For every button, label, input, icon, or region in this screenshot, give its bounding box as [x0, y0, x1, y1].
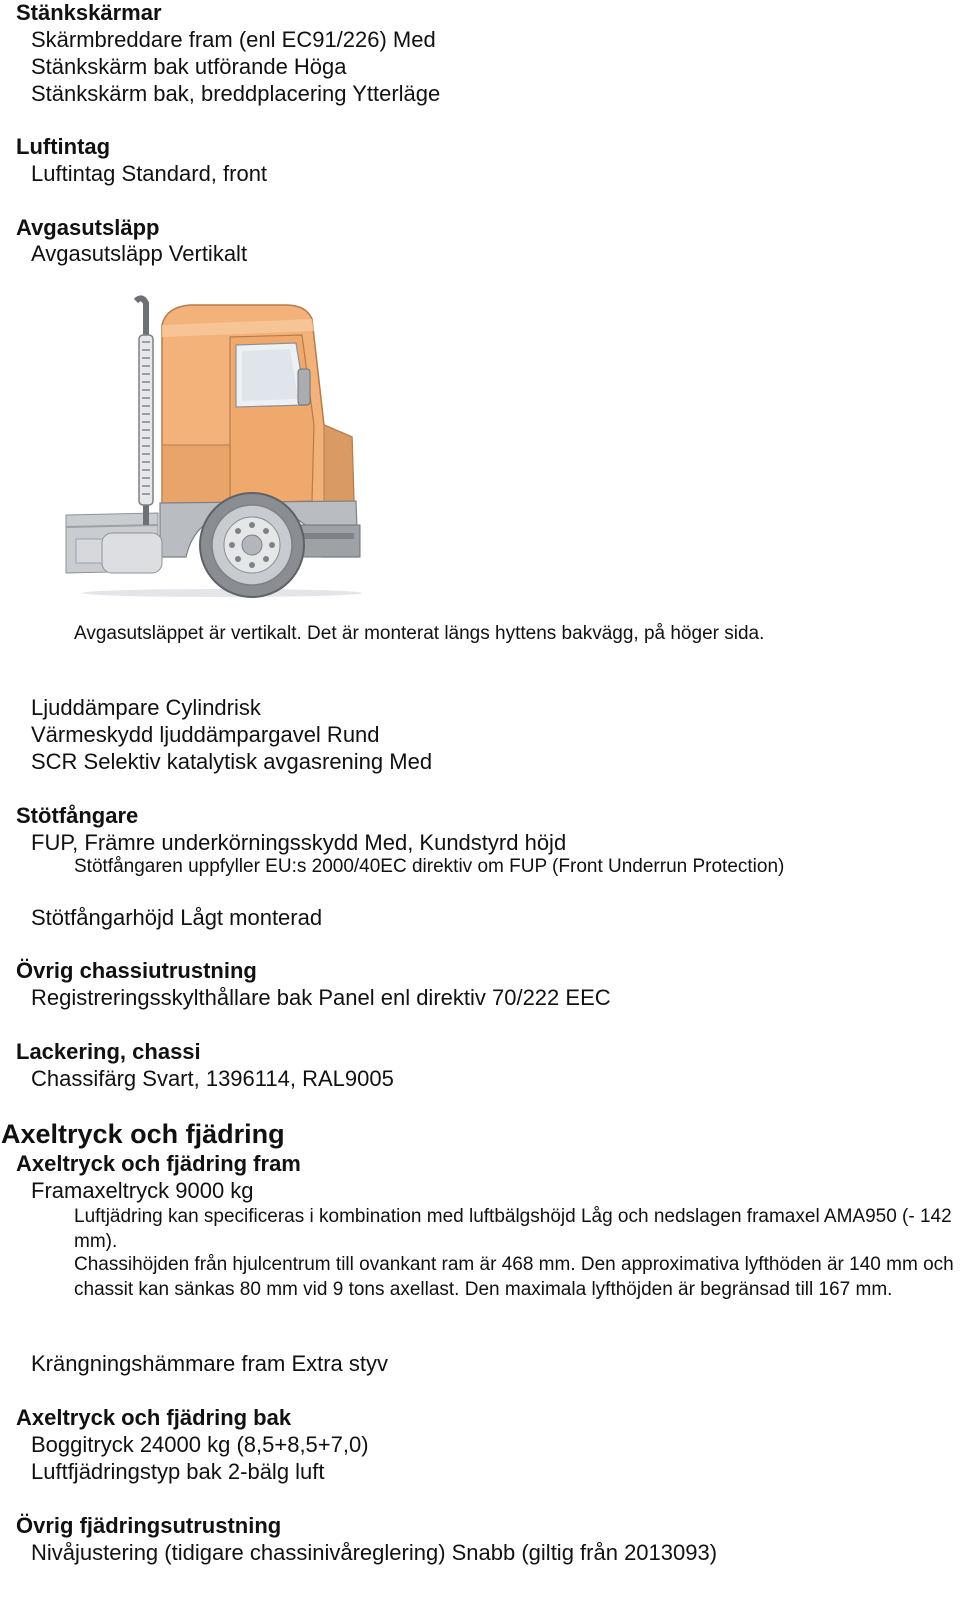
section-heading-luftintag: Luftintag: [16, 134, 111, 159]
section-heading-ovrig-chassi: Övrig chassiutrustning: [16, 958, 257, 983]
section-heading-axeltryck-fram: Axeltryck och fjädring fram: [16, 1151, 301, 1176]
spec-note: Luftjädring kan specificeras i kombination med luftbälgshöjd Låg och nedslagen framaxel AMA950 (- 142 mm).: [74, 1206, 952, 1252]
section-heading-avgasutslapp: Avgasutsläpp: [16, 215, 160, 240]
spec-line: Luftintag Standard, front: [31, 161, 268, 186]
spec-line: Värmeskydd ljuddämpargavel Rund: [31, 722, 380, 747]
truck-exhaust-illustration: [62, 295, 372, 615]
spec-line: SCR Selektiv katalytisk avgasrening Med: [31, 749, 433, 774]
spec-line: Stänkskärm bak, breddplacering Ytterläge: [31, 81, 441, 106]
spec-line: Ljuddämpare Cylindrisk: [31, 695, 261, 720]
spec-line: Nivåjustering (tidigare chassinivåreglering) Snabb (giltig från 2013093): [31, 1540, 718, 1565]
spec-line: Krängningshämmare fram Extra styv: [31, 1351, 389, 1376]
illustration-caption: Avgasutsläppet är vertikalt. Det är monterat längs hyttens bakvägg, på höger sida.: [74, 623, 765, 644]
spec-line: Stötfångarhöjd Lågt monterad: [31, 905, 323, 930]
spec-line: Avgasutsläpp Vertikalt: [31, 241, 248, 266]
spec-line: Registreringsskylthållare bak Panel enl direktiv 70/222 EEC: [31, 985, 611, 1010]
section-heading-stotfangare: Stötfångare: [16, 803, 139, 828]
spec-line: Chassifärg Svart, 1396114, RAL9005: [31, 1066, 394, 1091]
chapter-title-axeltryck: Axeltryck och fjädring: [1, 1119, 285, 1149]
section-heading-axeltryck-bak: Axeltryck och fjädring bak: [16, 1405, 292, 1430]
section-heading-ovrig-fjadring: Övrig fjädringsutrustning: [16, 1513, 282, 1538]
spec-line: Stänkskärm bak utförande Höga: [31, 54, 347, 79]
section-heading-stankskarmar: Stänkskärmar: [16, 0, 162, 25]
spec-line: Luftfjädringstyp bak 2-bälg luft: [31, 1459, 325, 1484]
spec-note: Chassihöjden från hjulcentrum till ovankant ram är 468 mm. Den approximativa lyfthöden är 140 mm och chassit kan sänkas 80 mm vid 9 tons axellast. Den maximala lyfthöjden är begränsad till 167 mm.: [74, 1254, 954, 1300]
spec-line: Framaxeltryck 9000 kg: [31, 1178, 254, 1203]
section-heading-lackering: Lackering, chassi: [16, 1039, 201, 1064]
spec-note: Stötfångaren uppfyller EU:s 2000/40EC direktiv om FUP (Front Underrun Protection): [74, 856, 785, 877]
spec-line: FUP, Främre underkörningsskydd Med, Kundstyrd höjd: [31, 830, 567, 855]
spec-line: Skärmbreddare fram (enl EC91/226) Med: [31, 27, 436, 52]
spec-line: Boggitryck 24000 kg (8,5+8,5+7,0): [31, 1432, 369, 1457]
